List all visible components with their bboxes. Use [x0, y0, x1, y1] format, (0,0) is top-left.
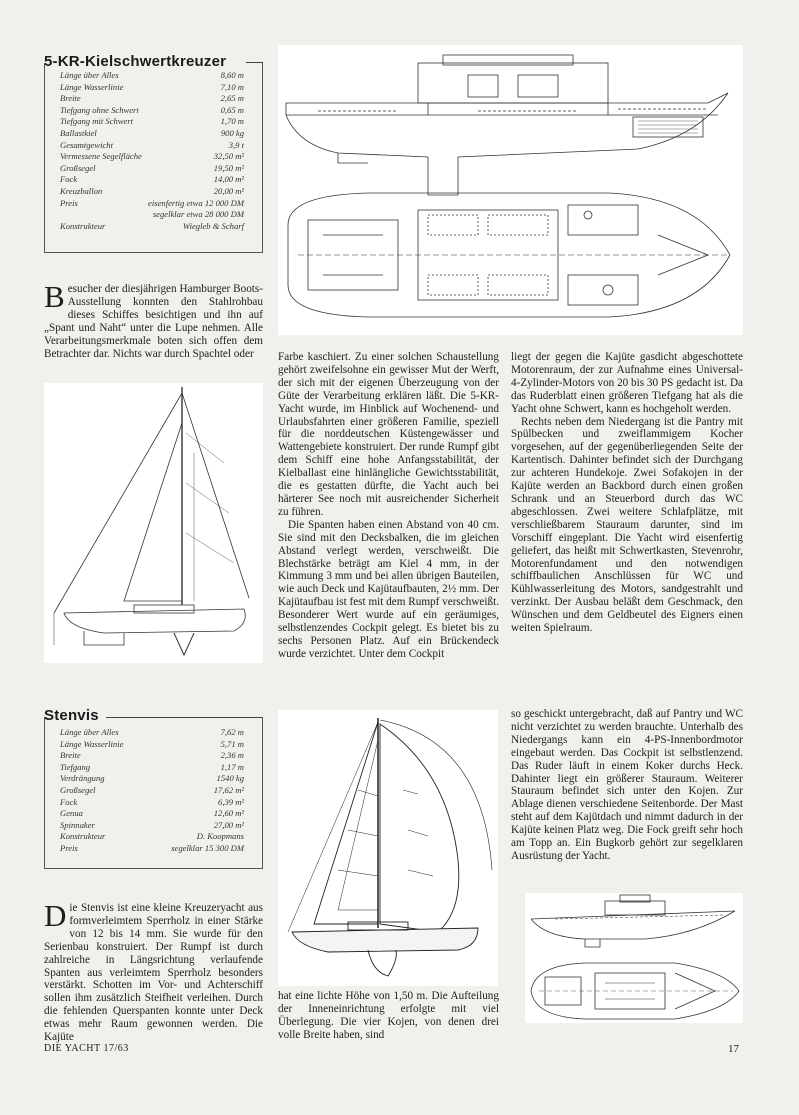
spec-value: 1,70 m [220, 116, 244, 127]
boat1-plan-svg [278, 45, 743, 335]
spec-label: Tiefgang ohne Schwert [60, 104, 139, 115]
spec-row [60, 773, 244, 785]
spec-row [60, 785, 244, 797]
spec-value: segelklar etwa 28 000 DM [152, 209, 244, 220]
spec-value: 2,65 m [220, 93, 244, 104]
spec-label: Fock [60, 174, 78, 185]
boat1-sail-plan-svg [44, 383, 263, 663]
spec-value: 32,50 m² [213, 151, 244, 162]
spec-value: 17,62 m² [213, 784, 244, 795]
boat2-text-col2 [278, 990, 499, 1042]
boat1-dropcap: B [44, 279, 65, 314]
spec-value: 900 kg [220, 127, 244, 138]
spec-row [60, 727, 244, 739]
boat1-title: 5-KR-Kielschwertkreuzer [44, 53, 227, 70]
spec-label: Ballastkiel [60, 127, 97, 138]
spec-row [60, 70, 244, 82]
spec-value: segelklar 15 300 DM [171, 842, 244, 853]
boat1-text-col3 [511, 351, 743, 635]
spec-value: 1,17 m [220, 761, 244, 772]
boat1-col1-paragraph: esucher der diesjährigen Hamburger Boots-Ausstellung konnten den Stahlrohbau dieses Schiffes besichtigen und ihn auf „Spant und Naht“ unter die Lupe nehmen. Alle Verarbeitungsmerkmale boten sich offen dem Betrachter dar. Nichts war durch Spachtel oder [44, 283, 263, 360]
spec-value: 1540 kg [216, 773, 244, 784]
spec-label: Großsegel [60, 784, 96, 795]
spec-label: Länge Wasserlinie [60, 738, 124, 749]
spec-row [60, 739, 244, 751]
spec-row [60, 820, 244, 832]
spec-row [60, 221, 244, 233]
footer-magazine: DIE YACHT 17/63 [44, 1043, 129, 1054]
spec-row [60, 116, 244, 128]
spec-value: 3,9 t [228, 139, 244, 150]
spec-label: Fock [60, 796, 78, 807]
boat2-spec-list [60, 727, 244, 855]
spec-value: 12,60 m² [213, 808, 244, 819]
spec-row [60, 762, 244, 774]
spec-value: eisenfertig etwa 12 000 DM [148, 197, 244, 208]
spec-row [60, 151, 244, 163]
boat2-dropcap: D [44, 898, 67, 933]
boat2-plan-svg [525, 893, 743, 1023]
spec-row [60, 174, 244, 186]
boat1-col3-paragraph-2: Rechts neben dem Niedergang ist die Pantry mit Spülbecken und zweiflammigem Kocher vorgesehen, auf der gegenüberliegenden Seite der Kartentisch. Dahinter befindet sich der Durchgang zur achteren Hundekoje. Zwei Sofakojen in der Kajüte werden an Backbord durch einen großen Schrank und an Steuerbord durch das WC abgeschlossen. Zwei weitere Schlafplätze, mit verschließbarem Stauraum darunter, sind im Vorschiff eingeplant. Die Yacht wird eisenfertig geliefert, das heißt mit Schwertkasten, Stevenrohr, Motorenfundament und den notwendigen schiffbaulichen Anschlüssen für WC und Kühlwasserleitung des Motors, sandgestrahlt und verzinkt. Der Ausbau beläßt dem Geschmack, den Wünschen und dem Geldbeutel des Eigners einen weiten Spielraum. [511, 415, 743, 635]
spec-label: Konstrukteur [60, 220, 106, 231]
spec-value: 8,60 m [220, 70, 244, 80]
boat2-plan-drawing [525, 893, 743, 1023]
boat2-col1-paragraph: ie Stenvis ist eine kleine Kreuzeryacht aus formverleimtem Sperrholz in einer Stärke von 12 bis 14 mm. Sie wurde für den Serienbau konstruiert. Der Rumpf ist durch zahlreiche in Längsrichtung verlaufende Spanten aus verleimtem Sperrholz besonders verstärkt. Schotten im Vor- und Achterschiff sollen ihm zusätzlich Steifheit verleihen. Durch die fehlenden Querspanten konnte unter Deck etwas mehr Raum gewonnen werden. Die Kajüte [44, 902, 263, 1044]
page-number: 17 [728, 1043, 739, 1055]
spec-label: Großsegel [60, 162, 96, 173]
spec-label: Preis [60, 197, 78, 208]
boat2-sail-plan-svg [278, 710, 498, 986]
spec-label: Vermessene Segelfläche [60, 151, 142, 162]
spec-row [60, 843, 244, 855]
spec-label: Breite [60, 750, 81, 761]
boat2-text-col1 [44, 898, 263, 1044]
spec-label: Kreuzballon [60, 185, 103, 196]
boat1-plan-drawing [278, 45, 743, 335]
spec-row [60, 82, 244, 94]
spec-label: Breite [60, 93, 81, 104]
boat1-text-col1 [44, 279, 263, 360]
spec-value: 19,50 m² [213, 162, 244, 173]
spec-value: 0,65 m [220, 104, 244, 115]
spec-value: 14,00 m² [213, 174, 244, 185]
spec-label: Tiefgang mit Schwert [60, 116, 134, 127]
spec-row [60, 105, 244, 117]
spec-label: Konstrukteur [60, 831, 106, 842]
boat1-sail-plan [44, 383, 263, 663]
spec-row [60, 163, 244, 175]
spec-value: 7,10 m [220, 81, 244, 92]
spec-label: Länge Wasserlinie [60, 81, 124, 92]
spec-label: Genua [60, 808, 83, 819]
boat2-col2-paragraph: hat eine lichte Höhe von 1,50 m. Die Aufteilung der Inneneinrichtung erfolgte mit viel Überlegung. Die vier Kojen, von denen drei volle Breite haben, sind [278, 990, 499, 1041]
boat2-title: Stenvis [44, 707, 99, 724]
spec-label: Spinnaker [60, 819, 95, 830]
boat2-col3-paragraph: so geschickt untergebracht, daß auf Pantry und WC nicht verzichtet zu werden brauchte. Unterhalb des Niedergangs kann ein 4-PS-Innenbordmotor eingebaut werden. Das Cockpit ist selbstlenzend. Das Ruder läuft in einem Koker durchs Heck. Dahinter liegt ein größerer Stauraum. Weiterer Stauraum befindet sich unter den Kojen. Zur Ablage dienen verschiedene Seitenborde. Der Mast steht auf dem Kajütdach und nimmt dadurch in der Kajüte keinen Platz weg. Die Fock greift sehr hoch am Topp an. Ein Bugkorb gehört zur segelklaren Ausrüstung der Yacht. [511, 708, 743, 862]
spec-row [60, 831, 244, 843]
spec-value: 2,36 m [220, 750, 244, 761]
boat2-text-col3 [511, 708, 743, 863]
spec-row [60, 198, 244, 210]
spec-row [60, 128, 244, 140]
spec-value: 6,39 m² [218, 796, 244, 807]
spec-label: Länge über Alles [60, 70, 119, 80]
spec-value: 20,00 m² [213, 185, 244, 196]
spec-row [60, 750, 244, 762]
spec-value: 7,62 m [220, 727, 244, 737]
boat1-col2-paragraph-1: Farbe kaschiert. Zu einer solchen Schaustellung gehört zweifelsohne ein gewisser Mut der Werft, der sich mit der eigenen Überzeugung von der Güte der Verarbeitung erklären läßt. Die 5-KR-Yacht wurde, im Hinblick auf Wochenend- und Urlaubsfahrten einer größeren Familie, speziell für die norddeutschen Küstengewässer und Wattengebiete konstruiert. Der runde Rumpf gibt dem Schiff eine hohe Anfangsstabilität, der Kielballast eine hinlängliche Gewichtsstabilität, die es gestatten dürfte, die Yacht auch bei härterer See noch mit ausreichender Sicherheit zu führen. [278, 351, 499, 518]
spec-row [60, 140, 244, 152]
boat1-text-col2 [278, 351, 499, 661]
spec-label: Tiefgang [60, 761, 91, 772]
spec-row [60, 93, 244, 105]
spec-label: Preis [60, 842, 78, 853]
boat2-sail-plan [278, 710, 498, 986]
spec-value: D. Koopmans [196, 831, 244, 842]
boat1-col2-paragraph-2: Die Spanten haben einen Abstand von 40 cm. Sie sind mit den Decksbalken, die im gleichen Abstand verlegt werden, verschweißt. Die Blechstärke beträgt am Kiel 4 mm, in der Kimmung 3 mm und bei allen übrigen Bauteilen, wie auch Deck und Kajütaufbauten, 2½ mm. Der Kajütaufbau ist fest mit dem Rumpf verschweißt. Besonderer Wert wurde auf ein geräumiges, selbstlenzendes Cockpit gelegt. Es bietet bis zu sechs Personen Platz. Auf ein Brückendeck wurde verzichtet. Unter dem Cockpit [278, 518, 499, 660]
spec-label: Verdrängung [60, 773, 105, 784]
spec-value: 5,71 m [220, 738, 244, 749]
spec-row [60, 797, 244, 809]
spec-label: Gesamtgewicht [60, 139, 113, 150]
boat1-spec-list [60, 70, 244, 232]
spec-value: Wiegleb & Scharf [182, 220, 244, 231]
spec-row [60, 209, 244, 221]
spec-row [60, 808, 244, 820]
spec-label: Länge über Alles [60, 727, 119, 737]
boat1-col3-paragraph-1: liegt der gegen die Kajüte gasdicht abgeschottete Motorenraum, der zur Aufnahme eines Universal-4-Zylinder-Motors von 20 bis 30 PS gedacht ist. Da das Ruderblatt einen größeren Tiefgang hat als die Yacht ohne Schwert, kann es hochgeholt werden. [511, 351, 743, 415]
spec-value: 27,00 m² [213, 819, 244, 830]
spec-row [60, 186, 244, 198]
